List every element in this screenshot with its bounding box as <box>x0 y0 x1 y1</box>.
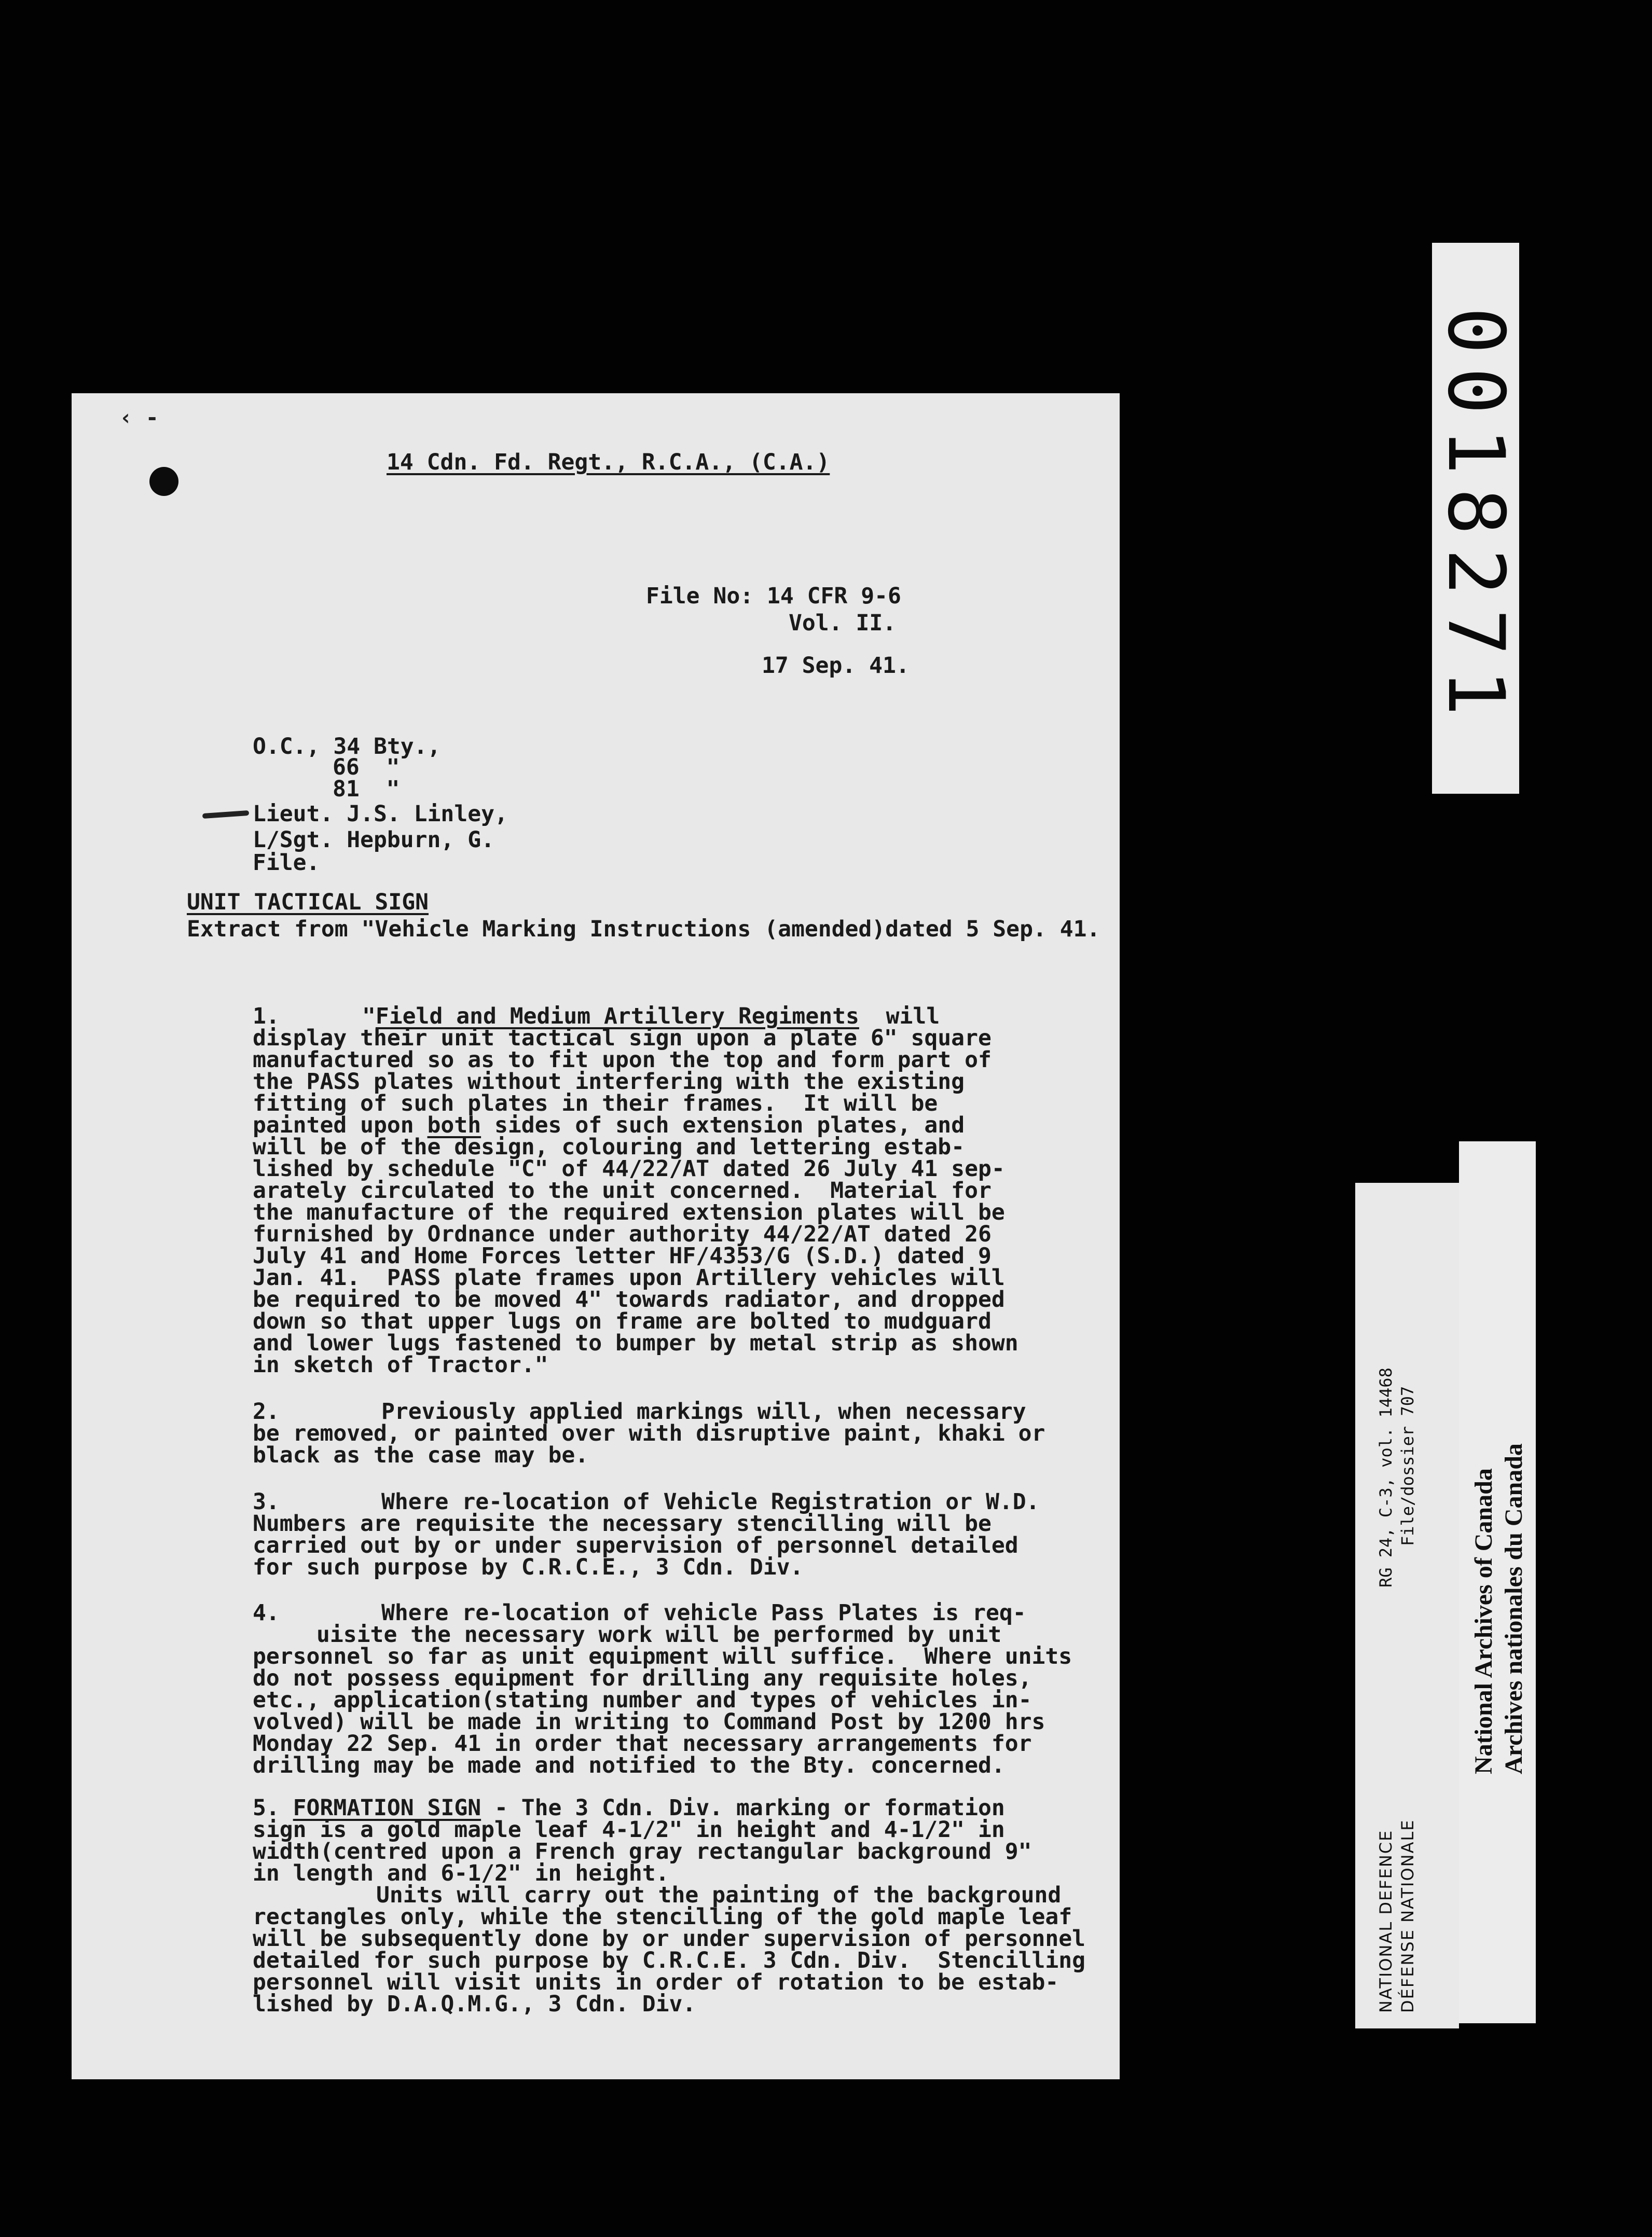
para5-line: detailed for such purpose by C.R.C.E. 3 Cdn. Div. Stencilling <box>253 1948 1086 1973</box>
para3-number: 3. <box>253 1489 280 1515</box>
addressee-line: O.C., 34 Bty., <box>253 734 441 760</box>
para3-line: Numbers are requisite the necessary stencilling will be <box>253 1511 992 1537</box>
para1-line: in sketch of Tractor." <box>253 1352 548 1378</box>
para2-line: Previously applied markings will, when necessary <box>381 1399 1026 1425</box>
archive-ref-line: File/dossier 707 <box>1398 1386 1417 1546</box>
para5-line: lished by D.A.Q.M.G., 3 Cdn. Div. <box>253 1991 696 2017</box>
para1-first-line: "Field and Medium Artillery Regiments will <box>362 1003 940 1029</box>
extract-line: Extract from "Vehicle Marking Instructions (amended)dated 5 Sep. 41. <box>187 916 1100 942</box>
para1-line: the PASS plates without interfering with the existing <box>253 1069 965 1095</box>
para1-title: Field and Medium Artillery Regiments <box>375 1003 859 1029</box>
para2-line: black as the case may be. <box>253 1442 589 1468</box>
para5-first-line: 5. FORMATION SIGN - The 3 Cdn. Div. marking or formation <box>253 1795 1005 1821</box>
para4-line: volved) will be made in writing to Command Post by 1200 hrs <box>253 1709 1045 1735</box>
archive-name-card <box>1459 1141 1536 2023</box>
para1-line: be required to be moved 4" towards radiator, and dropped <box>253 1287 1005 1313</box>
archive-ref-line: RG 24, C-3, vol. 14468 <box>1376 1368 1396 1587</box>
para4-line: etc., application(stating number and types of vehicles in- <box>253 1687 1032 1713</box>
para5-title: FORMATION SIGN <box>293 1795 481 1821</box>
para3-line: Where re-location of Vehicle Registration or W.D. <box>381 1489 1040 1515</box>
addressee-line: L/Sgt. Hepburn, G. <box>253 827 494 853</box>
para1-number: 1. <box>253 1003 280 1029</box>
para5-line: Units will carry out the painting of the background <box>376 1882 1062 1908</box>
frame-number: 0018271 <box>1430 307 1521 730</box>
addressee-line: 81 " <box>333 776 400 802</box>
corner-mark: ‹ - <box>119 405 159 430</box>
para1-line: display their unit tactical sign upon a plate 6" square <box>253 1025 992 1051</box>
addressee-line: File. <box>253 850 320 876</box>
para4-line: uisite the necessary work will be performed by unit <box>316 1622 1002 1648</box>
para1-line: arately circulated to the unit concerned. Material for <box>253 1178 992 1204</box>
para4-line: Where re-location of vehicle Pass Plates is req- <box>381 1600 1026 1626</box>
para5-line: rectangles only, while the stencilling of the gold maple leaf <box>253 1904 1072 1930</box>
para5-line: in length and 6-1/2" in height. <box>253 1860 669 1886</box>
archive-reference-card <box>1355 1183 1459 2028</box>
volume: Vol. II. <box>789 610 897 636</box>
para1-line: painted upon both sides of such extension plates, and <box>253 1112 965 1138</box>
subject-heading: UNIT TACTICAL SIGN <box>187 889 429 915</box>
para1-line: lished by schedule "C" of 44/22/AT dated 26 July 41 sep- <box>253 1156 1005 1182</box>
national-defence-label: NATIONAL DEFENCE <box>1376 1829 1396 2013</box>
para3-line: carried out by or under supervision of personnel detailed <box>253 1532 1018 1558</box>
para4-line: Monday 22 Sep. 41 in order that necessary arrangements for <box>253 1731 1032 1757</box>
para2-line: be removed, or painted over with disruptive paint, khaki or <box>253 1420 1045 1446</box>
para1-line: July 41 and Home Forces letter HF/4353/G (S.D.) dated 9 <box>253 1243 992 1269</box>
para1-line: and lower lugs fastened to bumper by metal strip as shown <box>253 1330 1018 1356</box>
para3-line: for such purpose by C.R.C.E., 3 Cdn. Div. <box>253 1554 804 1580</box>
para1-line: manufactured so as to fit upon the top and form part of <box>253 1047 992 1073</box>
archives-name-en: National Archives of Canada <box>1470 1468 1497 1774</box>
para4-line: drilling may be made and notified to the Bty. concerned. <box>253 1752 1005 1778</box>
archives-name-fr: Archives nationales du Canada <box>1500 1443 1527 1774</box>
para4-line: do not possess equipment for drilling any requisite holes, <box>253 1665 1032 1691</box>
para2-number: 2. <box>253 1399 280 1425</box>
addressee-line: 66 " <box>333 754 400 780</box>
frame-number-strip <box>1432 243 1519 794</box>
punch-hole <box>149 467 178 496</box>
para1-line: fitting of such plates in their frames. It will be <box>253 1090 938 1116</box>
para5-line: personnel will visit units in order of rotation to be estab- <box>253 1969 1059 1995</box>
para1-line: down so that upper lugs on frame are bolted to mudguard <box>253 1308 992 1334</box>
addressee-line: Lieut. J.S. Linley, <box>253 801 508 827</box>
para1-line: furnished by Ordnance under authority 44/22/AT dated 26 <box>253 1221 992 1247</box>
para1-line: will be of the design, colouring and lettering estab- <box>253 1134 965 1160</box>
para4-line: personnel so far as unit equipment will suffice. Where units <box>253 1644 1072 1669</box>
letter-date: 17 Sep. 41. <box>762 653 910 679</box>
national-defence-label: DÉFENSE NATIONALE <box>1398 1819 1417 2013</box>
letter-header: 14 Cdn. Fd. Regt., R.C.A., (C.A.) <box>387 449 830 475</box>
para5-line: sign is a gold maple leaf 4-1/2" in height and 4-1/2" in <box>253 1817 1005 1843</box>
para1-line: Jan. 41. PASS plate frames upon Artillery vehicles will <box>253 1265 1005 1291</box>
file-number: File No: 14 CFR 9-6 <box>646 583 901 609</box>
para4-number: 4. <box>253 1600 280 1626</box>
para5-line: will be subsequently done by or under supervision of personnel <box>253 1926 1086 1952</box>
para5-line: width(centred upon a French gray rectangular background 9" <box>253 1839 1032 1865</box>
para1-line: the manufacture of the required extension plates will be <box>253 1199 1005 1225</box>
